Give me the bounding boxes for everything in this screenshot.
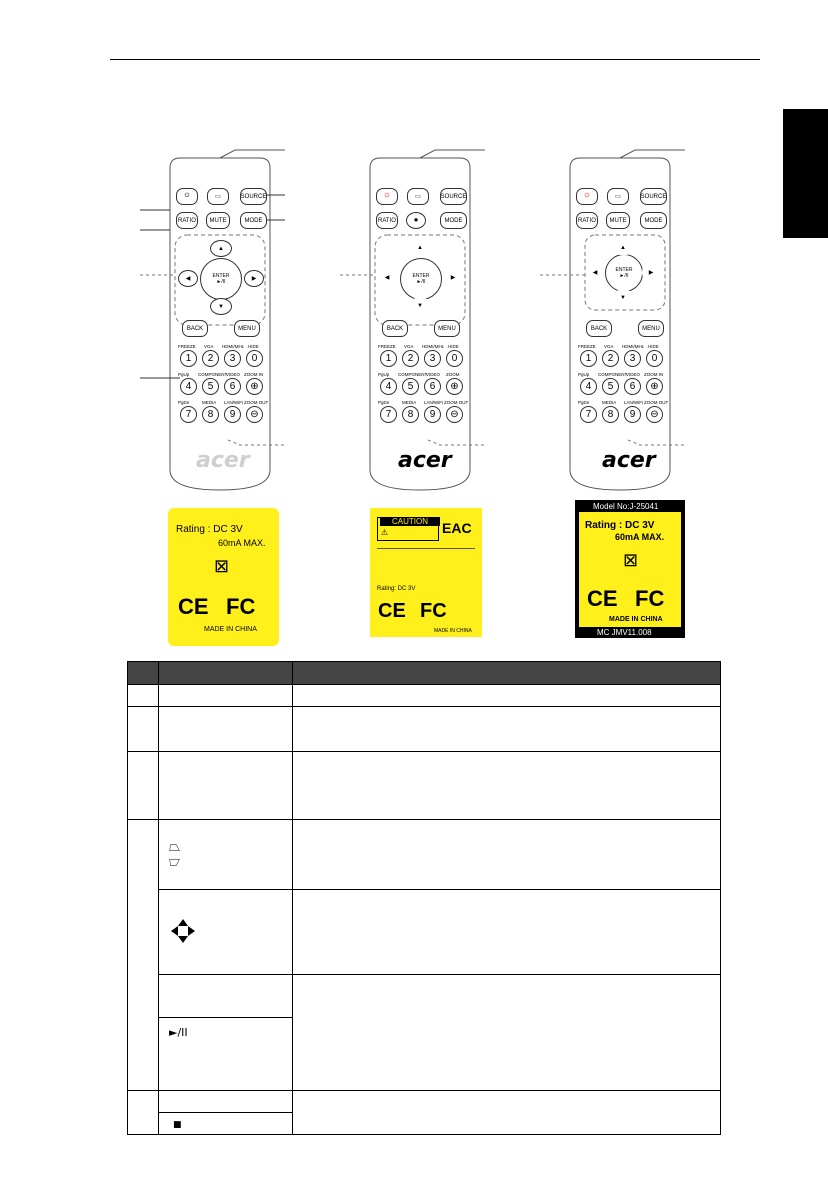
number-4-button[interactable]: 4 xyxy=(180,378,197,395)
mode-button[interactable]: MODE xyxy=(240,212,267,229)
left-button[interactable] xyxy=(586,265,604,280)
caution-heading: CAUTION xyxy=(380,517,440,526)
zoom-out-label: ZOOM OUT xyxy=(244,400,269,405)
zoom-in-icon: ⊕ xyxy=(450,381,459,392)
mode-button[interactable]: MODE xyxy=(440,212,467,229)
zoom-out-label: ZOOM OUT xyxy=(444,400,469,405)
stop-icon: ■ xyxy=(173,1119,182,1130)
keystone-down-icon: ▼ xyxy=(417,302,423,309)
rating-text: Rating: DC 3V xyxy=(377,586,416,592)
acer-logo: acer xyxy=(196,448,250,473)
back-button[interactable]: BACK xyxy=(182,320,208,337)
left-arrow-icon: ◀ xyxy=(384,275,390,281)
keystone-up-icon: ▲ xyxy=(417,244,423,251)
zoom-out-button[interactable] xyxy=(246,406,263,423)
remote-control-3 xyxy=(540,150,690,495)
ce-mark: CE xyxy=(178,594,209,619)
zoom-out-button[interactable] xyxy=(646,406,663,423)
number-9-button[interactable]: 9 xyxy=(424,406,441,423)
header-rule xyxy=(110,59,760,60)
hide-label: HIDE xyxy=(648,344,659,349)
ratio-button[interactable]: RATIO xyxy=(376,212,398,229)
current-text: 60mA MAX. xyxy=(218,538,266,548)
back-button[interactable]: BACK xyxy=(382,320,408,337)
laser-icon: ✸ xyxy=(413,218,419,224)
current-text: 60mA MAX. xyxy=(615,532,665,542)
ce-mark: CE xyxy=(587,586,618,611)
fc-mark: FC xyxy=(226,594,256,619)
number-3-button[interactable]: 3 xyxy=(424,350,441,367)
down-button[interactable] xyxy=(410,298,430,313)
video-label: VIDEO xyxy=(426,372,441,377)
table-row xyxy=(128,890,721,975)
component-label: COMPONENT xyxy=(598,372,628,377)
left-arrow-icon: ◀ xyxy=(185,276,191,282)
col-header-icon xyxy=(159,662,293,685)
eac-mark: EAC xyxy=(442,520,472,536)
hide-label: HIDE xyxy=(248,344,259,349)
3d-button[interactable] xyxy=(607,188,629,205)
vga-label: VGA xyxy=(404,344,414,349)
3d-icon: ▭ xyxy=(415,194,421,200)
remote-control-2 xyxy=(340,150,490,495)
language-side-tab xyxy=(783,109,828,238)
video-label: VIDEO xyxy=(226,372,241,377)
laser-button[interactable] xyxy=(406,212,426,229)
enter-label: ENTER xyxy=(412,273,430,279)
enter-button[interactable] xyxy=(605,254,643,292)
hide-label: HIDE xyxy=(448,344,459,349)
source-button[interactable]: SOURCE xyxy=(640,188,667,205)
zoom-in-label: ZOOM IN xyxy=(244,372,264,377)
made-in-text: MADE IN CHINA xyxy=(609,616,663,623)
number-8-button[interactable]: 8 xyxy=(402,406,419,423)
left-button[interactable] xyxy=(378,270,396,285)
vga-label: VGA xyxy=(604,344,614,349)
number-1-button[interactable]: 1 xyxy=(380,350,397,367)
zoom-out-label: ZOOM OUT xyxy=(644,400,669,405)
source-button[interactable]: SOURCE xyxy=(440,188,467,205)
ratio-button[interactable]: RATIO xyxy=(576,212,598,229)
rating-label-1 xyxy=(168,508,279,646)
col-header-description xyxy=(293,662,721,685)
media-label: MEDIA xyxy=(202,400,217,405)
right-arrow-icon: ▶ xyxy=(648,270,654,276)
mode-button[interactable]: MODE xyxy=(640,212,667,229)
number-3-button[interactable]: 3 xyxy=(224,350,241,367)
zoom-in-icon: ⊕ xyxy=(250,381,259,392)
right-button[interactable] xyxy=(444,270,462,285)
freeze-label: FREEZE xyxy=(178,344,196,349)
power-button[interactable] xyxy=(376,188,398,205)
laser-warning-icon: ⚠ xyxy=(381,528,389,537)
enter-label: ENTER xyxy=(212,273,230,279)
rating-text: Rating : DC 3V xyxy=(176,524,243,535)
up-button[interactable] xyxy=(613,240,633,255)
keystone-up-icon: ⏢ xyxy=(169,838,181,855)
zoom-out-icon: ⊖ xyxy=(650,409,659,420)
3d-button[interactable] xyxy=(207,188,229,205)
function-table xyxy=(127,661,721,1135)
3d-button[interactable] xyxy=(407,188,429,205)
number-2-button[interactable]: 2 xyxy=(202,350,219,367)
label-inner xyxy=(579,512,681,627)
col-header-number xyxy=(128,662,159,685)
ce-mark: CE xyxy=(378,600,406,622)
table-row xyxy=(128,1091,721,1113)
hdmi-label: HDMI/MHL xyxy=(422,344,445,349)
caution-box xyxy=(377,517,439,541)
pgdn-label: PgDn xyxy=(378,400,390,405)
pgdn-label: PgDn xyxy=(178,400,190,405)
zoom-in-icon: ⊕ xyxy=(650,381,659,392)
made-in-text: MADE IN CHINA xyxy=(204,626,257,633)
play-pause-label: ►/II xyxy=(216,279,226,285)
zoom-out-icon: ⊖ xyxy=(450,409,459,420)
table-row xyxy=(128,685,721,707)
four-direction-icon xyxy=(169,917,197,945)
lan-wifi-label: LAN/WiFi xyxy=(224,400,243,405)
play-pause-label: ►/II xyxy=(619,273,629,279)
table-row xyxy=(128,707,721,752)
keystone-down-icon: ▼ xyxy=(218,303,224,310)
play-pause-icon: ►/II xyxy=(169,1026,188,1039)
enter-button[interactable] xyxy=(400,258,442,300)
number-5-button[interactable]: 5 xyxy=(402,378,419,395)
pgup-label: PgUp xyxy=(578,372,590,377)
lan-wifi-label: LAN/WiFi xyxy=(424,400,443,405)
media-label: MEDIA xyxy=(402,400,417,405)
fc-mark: FC xyxy=(420,600,447,622)
power-button[interactable] xyxy=(176,188,198,205)
keystone-down-icon: ▼ xyxy=(620,294,626,301)
component-label: COMPONENT xyxy=(198,372,228,377)
freeze-label: FREEZE xyxy=(378,344,396,349)
number-6-button[interactable]: 6 xyxy=(624,378,641,395)
power-button[interactable] xyxy=(576,188,598,205)
weee-bin-icon: ⊠ xyxy=(623,550,639,570)
enter-label: ENTER xyxy=(615,267,633,273)
lan-wifi-label: LAN/WiFi xyxy=(624,400,643,405)
table-row xyxy=(128,820,721,890)
up-button[interactable] xyxy=(210,240,232,257)
remote-control-1 xyxy=(140,150,290,495)
number-7-button[interactable]: 7 xyxy=(580,406,597,423)
number-5-button[interactable]: 5 xyxy=(202,378,219,395)
right-button[interactable] xyxy=(642,265,660,280)
zoom-in-label: ZOOM xyxy=(446,372,460,377)
number-4-button[interactable]: 4 xyxy=(580,378,597,395)
vga-label: VGA xyxy=(204,344,214,349)
number-7-button[interactable]: 7 xyxy=(380,406,397,423)
component-label: COMPONENT xyxy=(398,372,428,377)
acer-logo: acer xyxy=(398,448,452,473)
mc-code-text: MC JMV11.008 xyxy=(597,628,652,637)
number-9-button[interactable]: 9 xyxy=(224,406,241,423)
source-button[interactable]: SOURCE xyxy=(240,188,267,205)
menu-button[interactable]: MENU xyxy=(434,320,460,337)
power-icon: ⏻ xyxy=(384,193,390,199)
zoom-in-button[interactable] xyxy=(646,378,663,395)
table-row xyxy=(128,975,721,1018)
rating-label-2 xyxy=(370,508,482,637)
zoom-out-button[interactable] xyxy=(446,406,463,423)
number-0-button[interactable]: 0 xyxy=(446,350,463,367)
3d-icon: ▭ xyxy=(215,194,221,200)
number-4-button[interactable]: 4 xyxy=(380,378,397,395)
made-in-text: MADE IN CHINA xyxy=(434,628,472,634)
media-label: MEDIA xyxy=(602,400,617,405)
power-icon: ⏻ xyxy=(184,193,190,199)
zoom-out-icon: ⊖ xyxy=(250,409,259,420)
down-button[interactable] xyxy=(613,290,633,305)
3d-icon: ▭ xyxy=(615,194,621,200)
pgup-label: PgUp xyxy=(178,372,190,377)
pgdn-label: PgDn xyxy=(578,400,590,405)
enter-button[interactable] xyxy=(200,258,242,300)
zoom-in-button[interactable] xyxy=(446,378,463,395)
model-number-text: Model No:J-25041 xyxy=(593,502,659,511)
number-3-button[interactable]: 3 xyxy=(624,350,641,367)
menu-button[interactable]: MENU xyxy=(638,320,664,337)
number-0-button[interactable]: 0 xyxy=(246,350,263,367)
up-button[interactable] xyxy=(410,240,430,255)
table-row xyxy=(128,752,721,820)
number-2-button[interactable]: 2 xyxy=(402,350,419,367)
weee-bin-icon: ⊠ xyxy=(214,556,230,576)
play-pause-label: ►/II xyxy=(416,279,426,285)
power-icon: ⏻ xyxy=(584,193,590,199)
video-label: VIDEO xyxy=(626,372,641,377)
number-7-button[interactable]: 7 xyxy=(180,406,197,423)
fine-print-block xyxy=(377,548,475,583)
hdmi-label: HDMI/MHL xyxy=(622,344,645,349)
menu-button[interactable]: MENU xyxy=(234,320,260,337)
keystone-down-icon: ⏢ xyxy=(169,854,181,871)
number-5-button[interactable]: 5 xyxy=(602,378,619,395)
pgup-label: PgUp xyxy=(378,372,390,377)
number-2-button[interactable]: 2 xyxy=(602,350,619,367)
mute-button[interactable]: MUTE xyxy=(606,212,630,229)
ratio-button[interactable]: RATIO xyxy=(176,212,198,229)
hdmi-label: HDMI/MHL xyxy=(222,344,245,349)
number-0-button[interactable]: 0 xyxy=(646,350,663,367)
right-arrow-icon: ▶ xyxy=(251,276,257,282)
fc-mark: FC xyxy=(635,586,665,611)
number-6-button[interactable]: 6 xyxy=(224,378,241,395)
zoom-in-button[interactable] xyxy=(246,378,263,395)
number-8-button[interactable]: 8 xyxy=(202,406,219,423)
back-button[interactable]: BACK xyxy=(586,320,612,337)
left-arrow-icon: ◀ xyxy=(592,270,598,276)
down-button[interactable] xyxy=(210,298,232,315)
left-button[interactable] xyxy=(178,270,198,287)
mute-button[interactable]: MUTE xyxy=(206,212,230,229)
keystone-up-icon: ▲ xyxy=(218,245,224,252)
right-button[interactable] xyxy=(244,270,264,287)
keystone-up-icon: ▲ xyxy=(620,244,626,251)
rating-label-3 xyxy=(575,500,685,638)
number-6-button[interactable]: 6 xyxy=(424,378,441,395)
acer-logo: acer xyxy=(602,448,656,473)
number-9-button[interactable]: 9 xyxy=(624,406,641,423)
rating-text: Rating : DC 3V xyxy=(585,520,655,531)
number-8-button[interactable]: 8 xyxy=(602,406,619,423)
number-1-button[interactable]: 1 xyxy=(180,350,197,367)
zoom-in-label: ZOOM IN xyxy=(644,372,664,377)
number-1-button[interactable]: 1 xyxy=(580,350,597,367)
right-arrow-icon: ▶ xyxy=(450,275,456,281)
freeze-label: FREEZE xyxy=(578,344,596,349)
